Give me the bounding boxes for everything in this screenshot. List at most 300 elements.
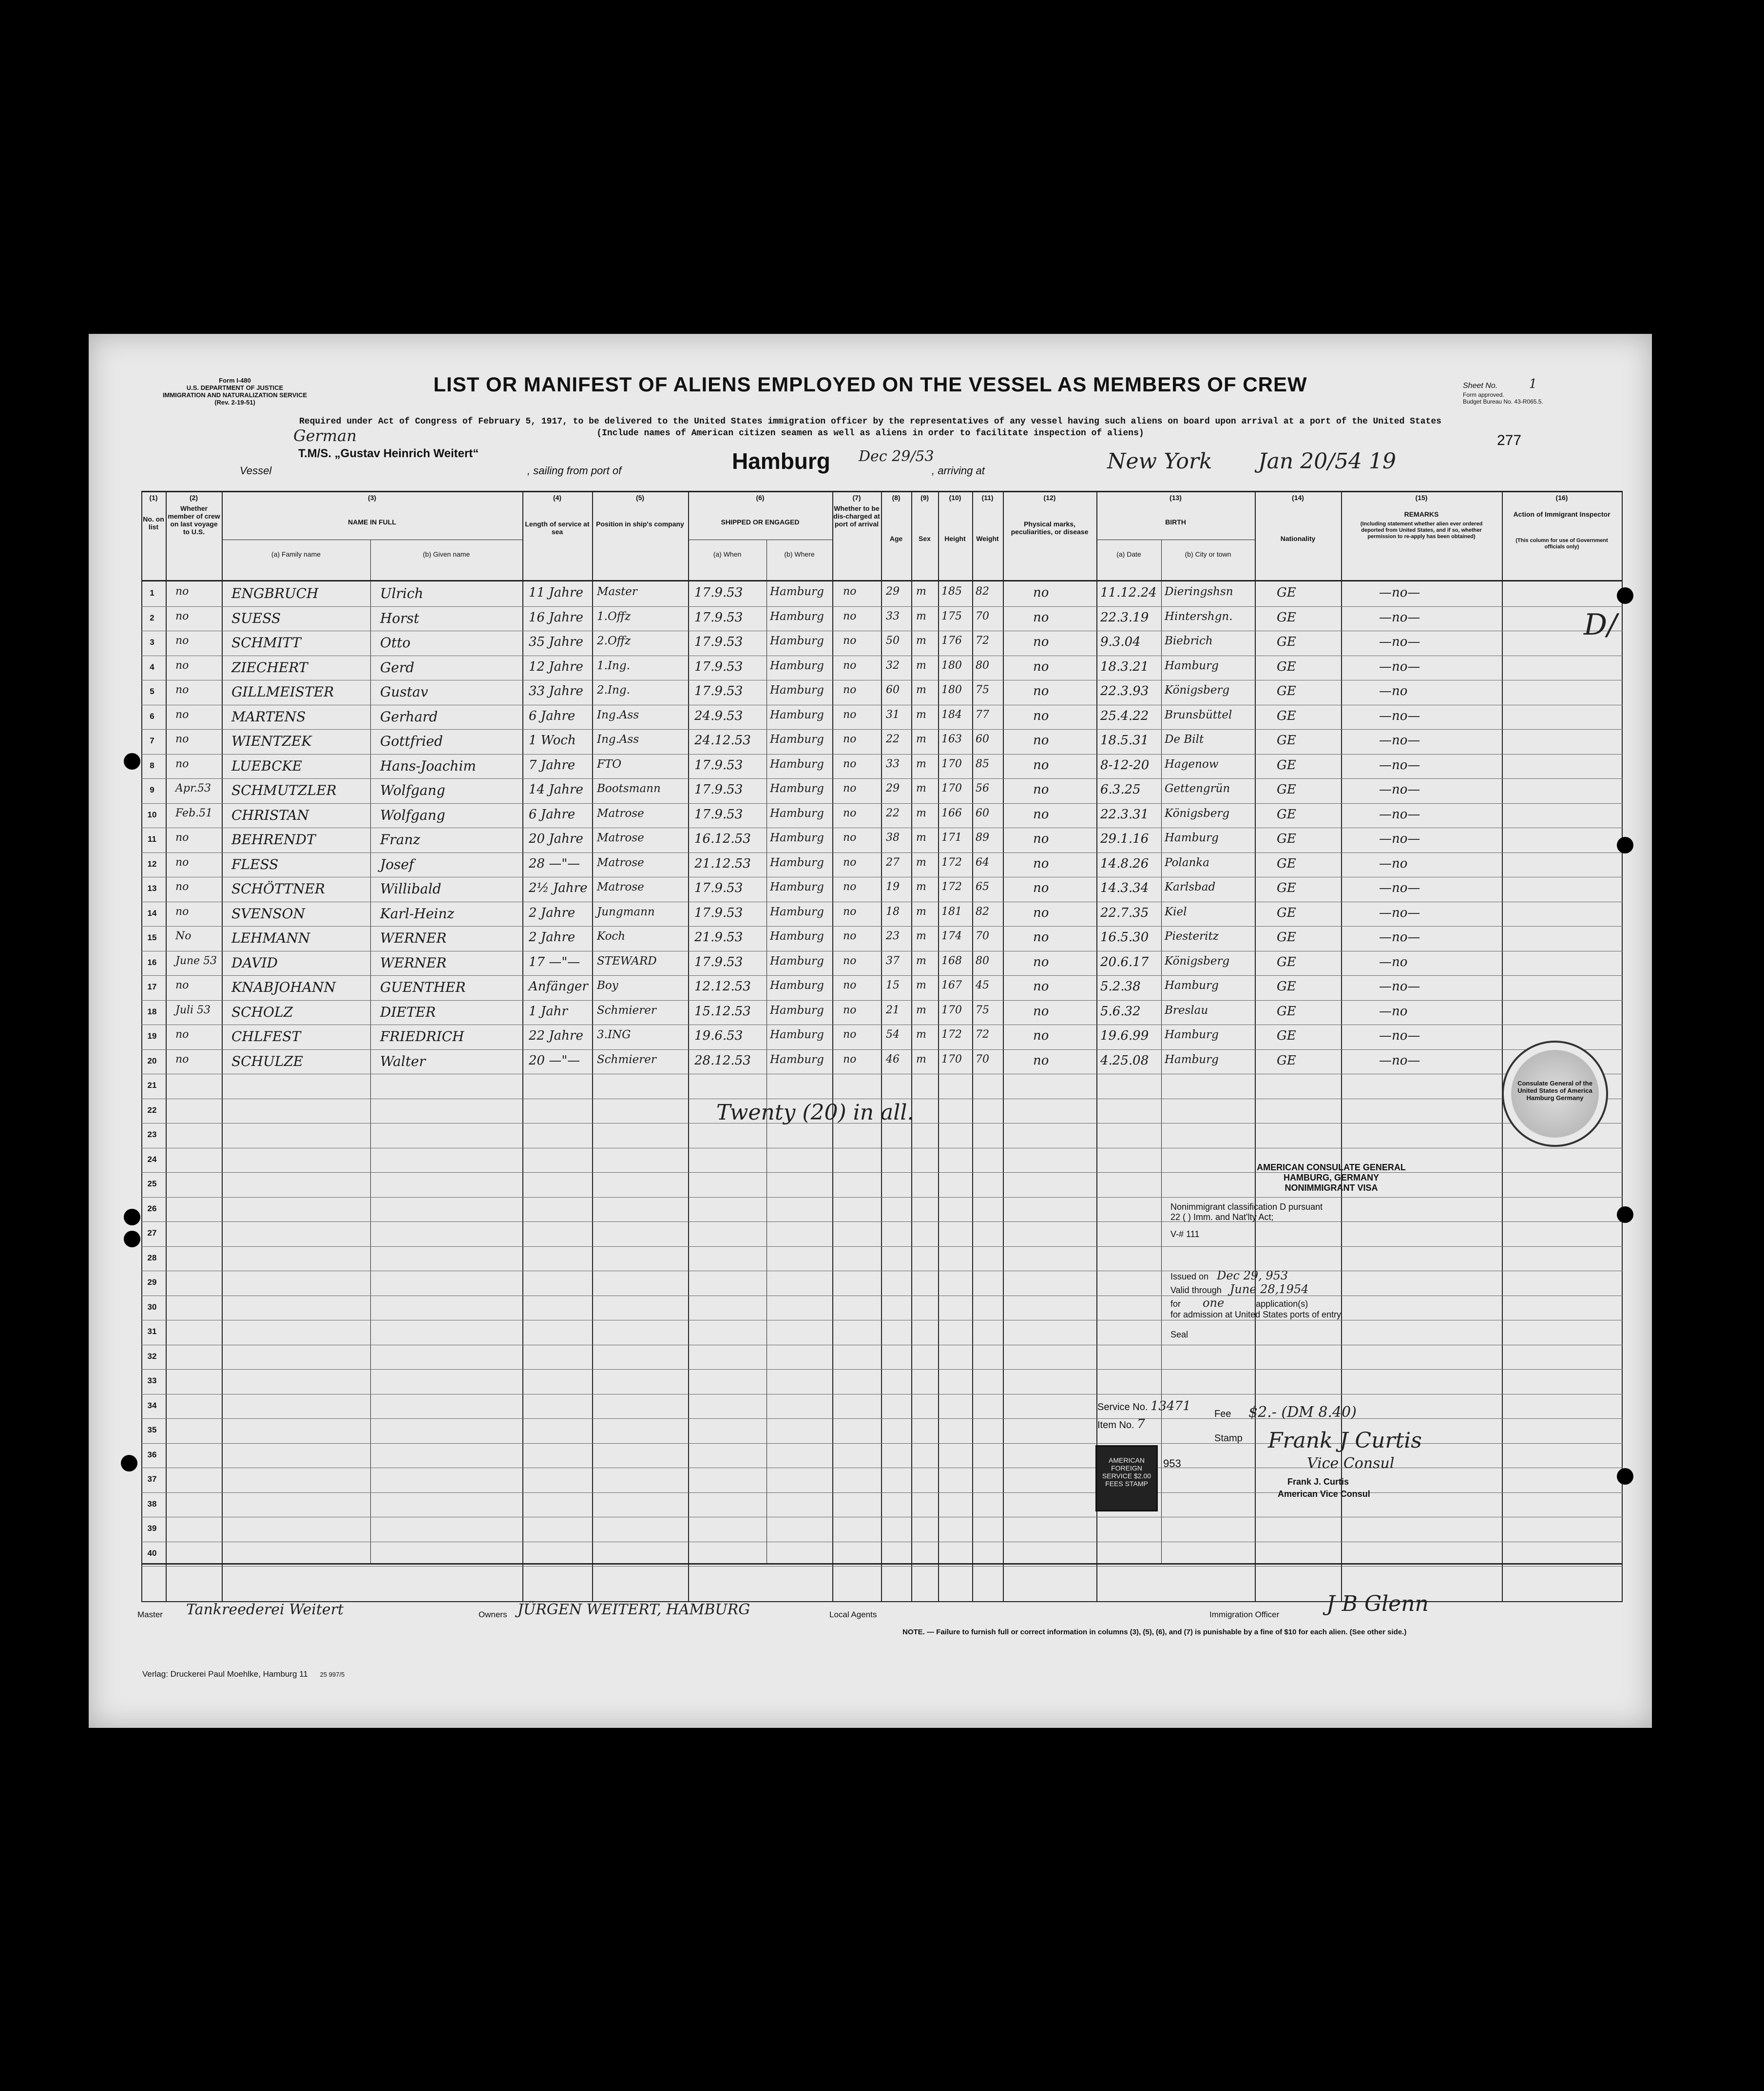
crew-when: 17.9.53: [694, 881, 743, 895]
crew-prev: no: [175, 733, 189, 745]
crew-where: Hamburg: [770, 708, 824, 721]
crew-disch: no: [843, 757, 857, 770]
manifest-sheet: [89, 334, 1652, 1728]
crew-family: MARTENS: [231, 708, 306, 725]
crew-age: 18: [886, 905, 900, 918]
subtitle-act: Required under Act of Congress of February 5, 1917, to be delivered to the United States immigration officer by the representatives of any vessel having such aliens on board upon arrival at a port of the United States: [299, 417, 1441, 426]
for-value: one: [1203, 1296, 1225, 1310]
crew-remarks: —no—: [1379, 930, 1420, 945]
crew-disch: no: [843, 1053, 857, 1065]
row-number: 17: [147, 982, 157, 991]
crew-height: 184: [941, 708, 962, 721]
crew-nat: GE: [1277, 856, 1296, 871]
crew-age: 38: [886, 832, 900, 844]
crew-position: 1.Ing.: [597, 659, 630, 672]
crew-nat: GE: [1277, 930, 1296, 945]
crew-age: 22: [886, 733, 900, 745]
crew-family: LEHMANN: [231, 930, 310, 946]
crew-prev: no: [175, 708, 189, 721]
row-number: 12: [147, 859, 157, 869]
crew-weight: 75: [976, 1004, 989, 1016]
crew-disch: no: [843, 930, 857, 942]
crew-bdate: 22.7.35: [1100, 905, 1149, 920]
col-num-10: (10): [949, 494, 961, 502]
crew-height: 167: [941, 979, 962, 991]
crew-family: CHLFEST: [231, 1028, 301, 1045]
crew-given: GUENTHER: [380, 979, 466, 995]
consulate-seal: [1502, 1041, 1608, 1147]
crew-height: 174: [941, 930, 962, 942]
crew-position: Koch: [597, 930, 626, 943]
crew-marks: no: [1033, 733, 1049, 748]
crew-age: 15: [886, 979, 900, 991]
crew-family: GILLMEISTER: [231, 684, 334, 700]
crew-given: DIETER: [380, 1004, 436, 1020]
col-head-remarks: REMARKS: [1404, 510, 1439, 518]
crew-position: Boy: [597, 979, 618, 992]
issued-label: Issued on: [1170, 1272, 1209, 1281]
sheet-label: Sheet No.: [1463, 382, 1498, 390]
crew-family: BEHRENDT: [231, 832, 316, 848]
inspector-mark: D/: [1584, 608, 1617, 642]
crew-weight: 77: [976, 708, 989, 721]
crew-where: Hamburg: [770, 610, 824, 623]
row-number: 36: [147, 1450, 157, 1459]
crew-nat: GE: [1277, 954, 1296, 969]
row-number: 25: [147, 1179, 157, 1188]
crew-when: 17.9.53: [694, 659, 743, 674]
crew-position: Ing.Ass: [597, 708, 639, 721]
crew-remarks: —no: [1379, 1004, 1408, 1019]
crew-given: Wolfgang: [380, 807, 445, 823]
row-number: 21: [147, 1081, 157, 1090]
col-head-inspector: Action of Immigrant Inspector: [1513, 510, 1611, 518]
crew-sex: m: [916, 782, 926, 794]
col-num-9: (9): [920, 494, 929, 502]
arrival-date: Jan 20/54 19: [1258, 449, 1396, 474]
crew-age: 60: [886, 684, 900, 696]
crew-nat: GE: [1277, 585, 1296, 600]
crew-given: Ulrich: [380, 585, 423, 601]
visa-number: V-# 111: [1170, 1229, 1200, 1239]
row-line: [141, 606, 1623, 607]
crew-marks: no: [1033, 954, 1049, 969]
row-number: 2: [150, 613, 154, 622]
col-num-13: (13): [1170, 494, 1182, 502]
crew-where: Hamburg: [770, 1004, 824, 1017]
crew-where: Hamburg: [770, 635, 824, 647]
valid-date: June 28,1954: [1229, 1282, 1309, 1296]
crew-prev: June 53: [175, 954, 217, 967]
crew-position: Schmierer: [597, 1053, 656, 1066]
crew-bdate: 19.6.99: [1100, 1028, 1149, 1043]
crew-prev: no: [175, 684, 189, 696]
consul-title: American Vice Consul: [1278, 1489, 1370, 1499]
row-line: [141, 1049, 1623, 1050]
crew-remarks: —no—: [1379, 1053, 1420, 1068]
crew-nat: GE: [1277, 733, 1296, 748]
crew-sex: m: [916, 585, 926, 598]
crew-age: 33: [886, 610, 900, 622]
crew-given: Gerd: [380, 659, 415, 676]
crew-disch: no: [843, 708, 857, 721]
row-number: 39: [147, 1524, 157, 1533]
crew-disch: no: [843, 684, 857, 696]
row-number: 33: [147, 1376, 157, 1385]
page-title: LIST OR MANIFEST OF ALIENS EMPLOYED ON THE VESSEL AS MEMBERS OF CREW: [433, 373, 1307, 396]
crew-age: 31: [886, 708, 900, 721]
crew-age: 29: [886, 585, 900, 598]
crew-when: 16.12.53: [694, 832, 751, 846]
crew-age: 23: [886, 930, 900, 942]
crew-where: Hamburg: [770, 733, 824, 746]
crew-marks: no: [1033, 1004, 1049, 1019]
crew-given: Otto: [380, 635, 411, 651]
crew-sex: m: [916, 1004, 926, 1016]
col-head-given: (b) Given name: [422, 550, 470, 558]
crew-bplace: Karlsbad: [1165, 881, 1216, 893]
punch-hole: [124, 1209, 140, 1225]
crew-bdate: 22.3.31: [1100, 807, 1149, 822]
vice-consul-hand: Vice Consul: [1307, 1455, 1395, 1472]
crew-sex: m: [916, 659, 926, 672]
crew-family: SCHMITT: [231, 635, 301, 651]
crew-service: 22 Jahre: [529, 1028, 583, 1043]
crew-weight: 72: [976, 635, 989, 647]
crew-prev: no: [175, 659, 189, 672]
crew-age: 37: [886, 954, 900, 967]
crew-sex: m: [916, 684, 926, 696]
service-label: Service No.: [1097, 1402, 1148, 1413]
crew-nat: GE: [1277, 905, 1296, 920]
crew-marks: no: [1033, 832, 1049, 846]
row-number: 32: [147, 1351, 157, 1361]
crew-given: Franz: [380, 832, 421, 848]
crew-service: 12 Jahre: [529, 659, 583, 674]
crew-position: 1.Offz: [597, 610, 631, 623]
crew-nat: GE: [1277, 610, 1296, 625]
crew-marks: no: [1033, 585, 1049, 600]
seal-text: Consulate General of the United States of America Hamburg Germany: [1517, 1080, 1592, 1102]
punch-hole: [124, 1231, 140, 1247]
crew-bplace: Hintershgn.: [1165, 610, 1233, 623]
crew-disch: no: [843, 881, 857, 893]
crew-given: FRIEDRICH: [380, 1028, 464, 1045]
col-num-16: (16): [1555, 494, 1568, 502]
col-head-no: No. on list: [143, 515, 164, 531]
form-dept: U.S. DEPARTMENT OF JUSTICE: [186, 384, 284, 391]
crew-where: Hamburg: [770, 757, 824, 771]
crew-remarks: —no: [1379, 954, 1408, 969]
punch-hole: [1617, 587, 1633, 604]
crew-prev: no: [175, 905, 189, 918]
crew-where: Hamburg: [770, 954, 824, 968]
crew-when: 17.9.53: [694, 757, 743, 773]
crew-sex: m: [916, 610, 926, 622]
crew-where: Hamburg: [770, 856, 824, 869]
crew-marks: no: [1033, 930, 1049, 945]
row-number: 40: [147, 1548, 157, 1558]
row-line: [141, 1492, 1623, 1493]
consul-name: Frank J. Curtis: [1287, 1477, 1349, 1487]
col-head-nationality: Nationality: [1280, 535, 1316, 542]
col-num-5: (5): [635, 494, 645, 502]
crew-prev: no: [175, 585, 189, 598]
col-num-3: (3): [367, 494, 377, 502]
master-value: Tankreederei Weitert: [186, 1601, 344, 1618]
crew-position: Matrose: [597, 832, 644, 844]
form-number: Form I-480: [219, 377, 251, 384]
crew-disch: no: [843, 1028, 857, 1041]
sailing-label: , sailing from port of: [527, 465, 622, 477]
row-number: 18: [147, 1007, 157, 1016]
crew-weight: 80: [976, 954, 989, 967]
row-number: 10: [147, 810, 157, 819]
crew-nat: GE: [1277, 757, 1296, 773]
crew-sex: m: [916, 954, 926, 967]
crew-sex: m: [916, 1053, 926, 1065]
service-value: 13471: [1150, 1399, 1191, 1413]
fee-line: [1214, 1404, 1357, 1421]
punch-hole: [1617, 837, 1633, 853]
crew-remarks: —no—: [1379, 979, 1420, 994]
fee-stamp-text: AMERICAN FOREIGN SERVICE $2.00 FEES STAMP: [1102, 1456, 1151, 1488]
crew-height: 170: [941, 1004, 962, 1016]
crew-service: 28 —"—: [529, 856, 580, 871]
crew-remarks: —no—: [1379, 708, 1420, 723]
crew-prev: no: [175, 1053, 189, 1065]
crew-disch: no: [843, 856, 857, 869]
for-label: for: [1170, 1299, 1181, 1309]
crew-when: 17.9.53: [694, 635, 743, 649]
crew-service: 17 —"—: [529, 954, 580, 969]
item-label: Item No.: [1097, 1420, 1134, 1431]
crew-bplace: Hamburg: [1165, 659, 1219, 672]
crew-bplace: De Bilt: [1165, 733, 1204, 746]
crew-sex: m: [916, 856, 926, 869]
crew-position: Bootsmann: [597, 782, 661, 795]
crew-age: 22: [886, 807, 900, 819]
row-number: 8: [150, 760, 154, 770]
col-num-4: (4): [553, 494, 562, 502]
crew-weight: 60: [976, 807, 989, 819]
row-number: 19: [147, 1031, 157, 1041]
crew-position: FTO: [597, 757, 622, 771]
crew-position: Ing.Ass: [597, 733, 639, 746]
crew-bdate: 6.3.25: [1100, 782, 1141, 797]
row-line: [141, 1369, 1623, 1370]
col-head-name: NAME IN FULL: [348, 518, 396, 526]
crew-given: Horst: [380, 610, 420, 626]
row-number: 26: [147, 1203, 157, 1213]
row-number: 16: [147, 957, 157, 967]
crew-sex: m: [916, 807, 926, 819]
crew-service: 33 Jahre: [529, 684, 583, 698]
crew-service: Anfänger: [529, 979, 588, 994]
printer-line: [142, 1669, 345, 1679]
owners-label: Owners: [479, 1610, 507, 1619]
crew-given: Gerhard: [380, 708, 438, 725]
crew-service: 11 Jahre: [529, 585, 583, 600]
row-number: 11: [148, 834, 156, 844]
crew-sex: m: [916, 881, 926, 893]
crew-position: 2.Offz: [597, 635, 631, 647]
crew-service: 14 Jahre: [529, 782, 583, 797]
crew-bdate: 11.12.24: [1100, 585, 1157, 600]
crew-prev: no: [175, 635, 189, 647]
row-number: 34: [147, 1400, 157, 1410]
crew-nat: GE: [1277, 1053, 1296, 1068]
row-line: [141, 729, 1623, 730]
row-number: 37: [147, 1474, 157, 1484]
crew-service: 6 Jahre: [529, 807, 575, 822]
crew-marks: no: [1033, 635, 1049, 649]
crew-age: 19: [886, 881, 900, 893]
crew-age: 50: [886, 635, 900, 647]
crew-age: 33: [886, 757, 900, 770]
crew-bdate: 16.5.30: [1100, 930, 1149, 945]
row-line: [141, 926, 1623, 927]
crew-weight: 45: [976, 979, 989, 991]
crew-weight: 65: [976, 881, 989, 893]
punch-hole: [1617, 1468, 1633, 1485]
crew-age: 46: [886, 1053, 900, 1065]
crew-remarks: —no—: [1379, 832, 1420, 846]
crew-weight: 82: [976, 585, 989, 598]
applications-label: application(s): [1256, 1299, 1308, 1309]
crew-height: 176: [941, 635, 962, 647]
crew-disch: no: [843, 807, 857, 819]
col-num-2: (2): [189, 494, 198, 502]
row-number: 22: [147, 1105, 157, 1115]
owners-value: JÜRGEN WEITERT, HAMBURG: [518, 1601, 750, 1618]
crew-disch: no: [843, 585, 857, 598]
crew-family: ENGBRUCH: [231, 585, 319, 601]
form-service: IMMIGRATION AND NATURALIZATION SERVICE: [162, 391, 307, 399]
arrival-port: New York: [1107, 449, 1212, 474]
crew-bplace: Königsberg: [1165, 954, 1230, 968]
crew-position: Master: [597, 585, 637, 598]
vessel-name: T.M/S. „Gustav Heinrich Weitert“: [298, 447, 479, 460]
col-head-birth: BIRTH: [1165, 518, 1186, 526]
crew-height: 172: [941, 856, 962, 869]
crew-where: Hamburg: [770, 979, 824, 992]
flag-handwritten: German: [293, 426, 357, 445]
crew-prev: no: [175, 1028, 189, 1041]
crew-when: 15.12.53: [694, 1004, 751, 1019]
crew-service: 2 Jahre: [529, 930, 575, 945]
col-head-remarks-sub: (Including statement whether alien ever ordered deported from United States, and if so, whether permission to re-apply has been obtained): [1360, 521, 1483, 540]
crew-when: 17.9.53: [694, 585, 743, 600]
crew-bplace: Hamburg: [1165, 1053, 1219, 1066]
crew-given: WERNER: [380, 930, 447, 946]
crew-height: 168: [941, 954, 962, 967]
crew-service: 20 Jahre: [529, 832, 583, 846]
crew-bplace: Hamburg: [1165, 1028, 1219, 1041]
crew-where: Hamburg: [770, 905, 824, 918]
crew-remarks: —no—: [1379, 905, 1420, 920]
crew-prev: No: [175, 930, 192, 942]
form-approved: Form approved.: [1463, 391, 1504, 398]
crew-bplace: Dieringshsn: [1165, 585, 1233, 598]
consular-visa-stamp: [1170, 1162, 1492, 1340]
crew-position: STEWARD: [597, 954, 657, 968]
crew-prev: no: [175, 856, 189, 869]
crew-where: Hamburg: [770, 585, 824, 598]
crew-remarks: —no—: [1379, 635, 1420, 649]
crew-sex: m: [916, 832, 926, 844]
crew-age: 29: [886, 782, 900, 794]
crew-given: Hans-Joachim: [380, 757, 476, 774]
crew-nat: GE: [1277, 684, 1296, 698]
crew-service: 7 Jahre: [529, 757, 575, 773]
crew-age: 54: [886, 1028, 900, 1041]
col-head-weight: Weight: [976, 535, 999, 542]
col-head-discharge: Whether to be dis-charged at port of arrival: [833, 504, 880, 528]
visa-section: 22 ( ) Imm. and Nat'lty Act;: [1170, 1212, 1274, 1222]
crew-remarks: —no—: [1379, 733, 1420, 748]
col-num-14: (14): [1292, 494, 1304, 502]
crew-position: Jungmann: [597, 905, 655, 918]
fee-value: $2.- (DM 8.40): [1248, 1404, 1357, 1421]
crew-remarks: —no—: [1379, 881, 1420, 895]
crew-remarks: —no: [1379, 856, 1408, 871]
item-value: 7: [1137, 1417, 1145, 1432]
crew-disch: no: [843, 905, 857, 918]
crew-service: 2 Jahre: [529, 905, 575, 920]
penalty-note: NOTE. — Failure to furnish full or correct information in columns (3), (5), (6), and (7) is punishable by a fine of $10 for each alien. (See other side.): [902, 1628, 1407, 1636]
crew-height: 170: [941, 1053, 962, 1065]
crew-given: Josef: [380, 856, 414, 872]
crew-height: 180: [941, 659, 962, 672]
crew-bplace: Hamburg: [1165, 979, 1219, 992]
crew-weight: 80: [976, 659, 989, 672]
crew-where: Hamburg: [770, 684, 824, 697]
row-number: 29: [147, 1278, 157, 1287]
crew-family: SUESS: [231, 610, 281, 626]
crew-age: 21: [886, 1004, 900, 1016]
immigration-officer-label: Immigration Officer: [1209, 1610, 1280, 1619]
col-head-age: Age: [889, 535, 903, 542]
crew-bdate: 22.3.19: [1100, 610, 1149, 625]
crew-prev: Feb.51: [175, 807, 213, 819]
row-number: 27: [147, 1228, 157, 1238]
crew-bplace: Gettengrün: [1165, 782, 1230, 795]
crew-age: 32: [886, 659, 900, 672]
crew-position: Matrose: [597, 881, 644, 893]
col-num-11: (11): [981, 494, 994, 502]
form-rev: (Rev. 2-19-51): [214, 399, 255, 406]
row-line: [141, 803, 1623, 804]
crew-disch: no: [843, 635, 857, 647]
crew-marks: no: [1033, 610, 1049, 625]
crew-remarks: —no—: [1379, 1028, 1420, 1043]
crew-disch: no: [843, 832, 857, 844]
crew-height: 166: [941, 807, 962, 819]
row-number: 5: [150, 687, 154, 696]
crew-bdate: 20.6.17: [1100, 954, 1149, 969]
crew-where: Hamburg: [770, 659, 824, 672]
crew-nat: GE: [1277, 1004, 1296, 1019]
row-number: 38: [147, 1499, 157, 1509]
row-number: 9: [150, 785, 154, 794]
crew-prev: no: [175, 610, 189, 622]
crew-disch: no: [843, 733, 857, 745]
master-label: Master: [137, 1610, 163, 1619]
admission-text: for admission at United States ports of entry.: [1170, 1310, 1343, 1319]
crew-bdate: 14.3.34: [1100, 881, 1149, 895]
consulate-line2: HAMBURG, GERMANY: [1284, 1173, 1379, 1182]
